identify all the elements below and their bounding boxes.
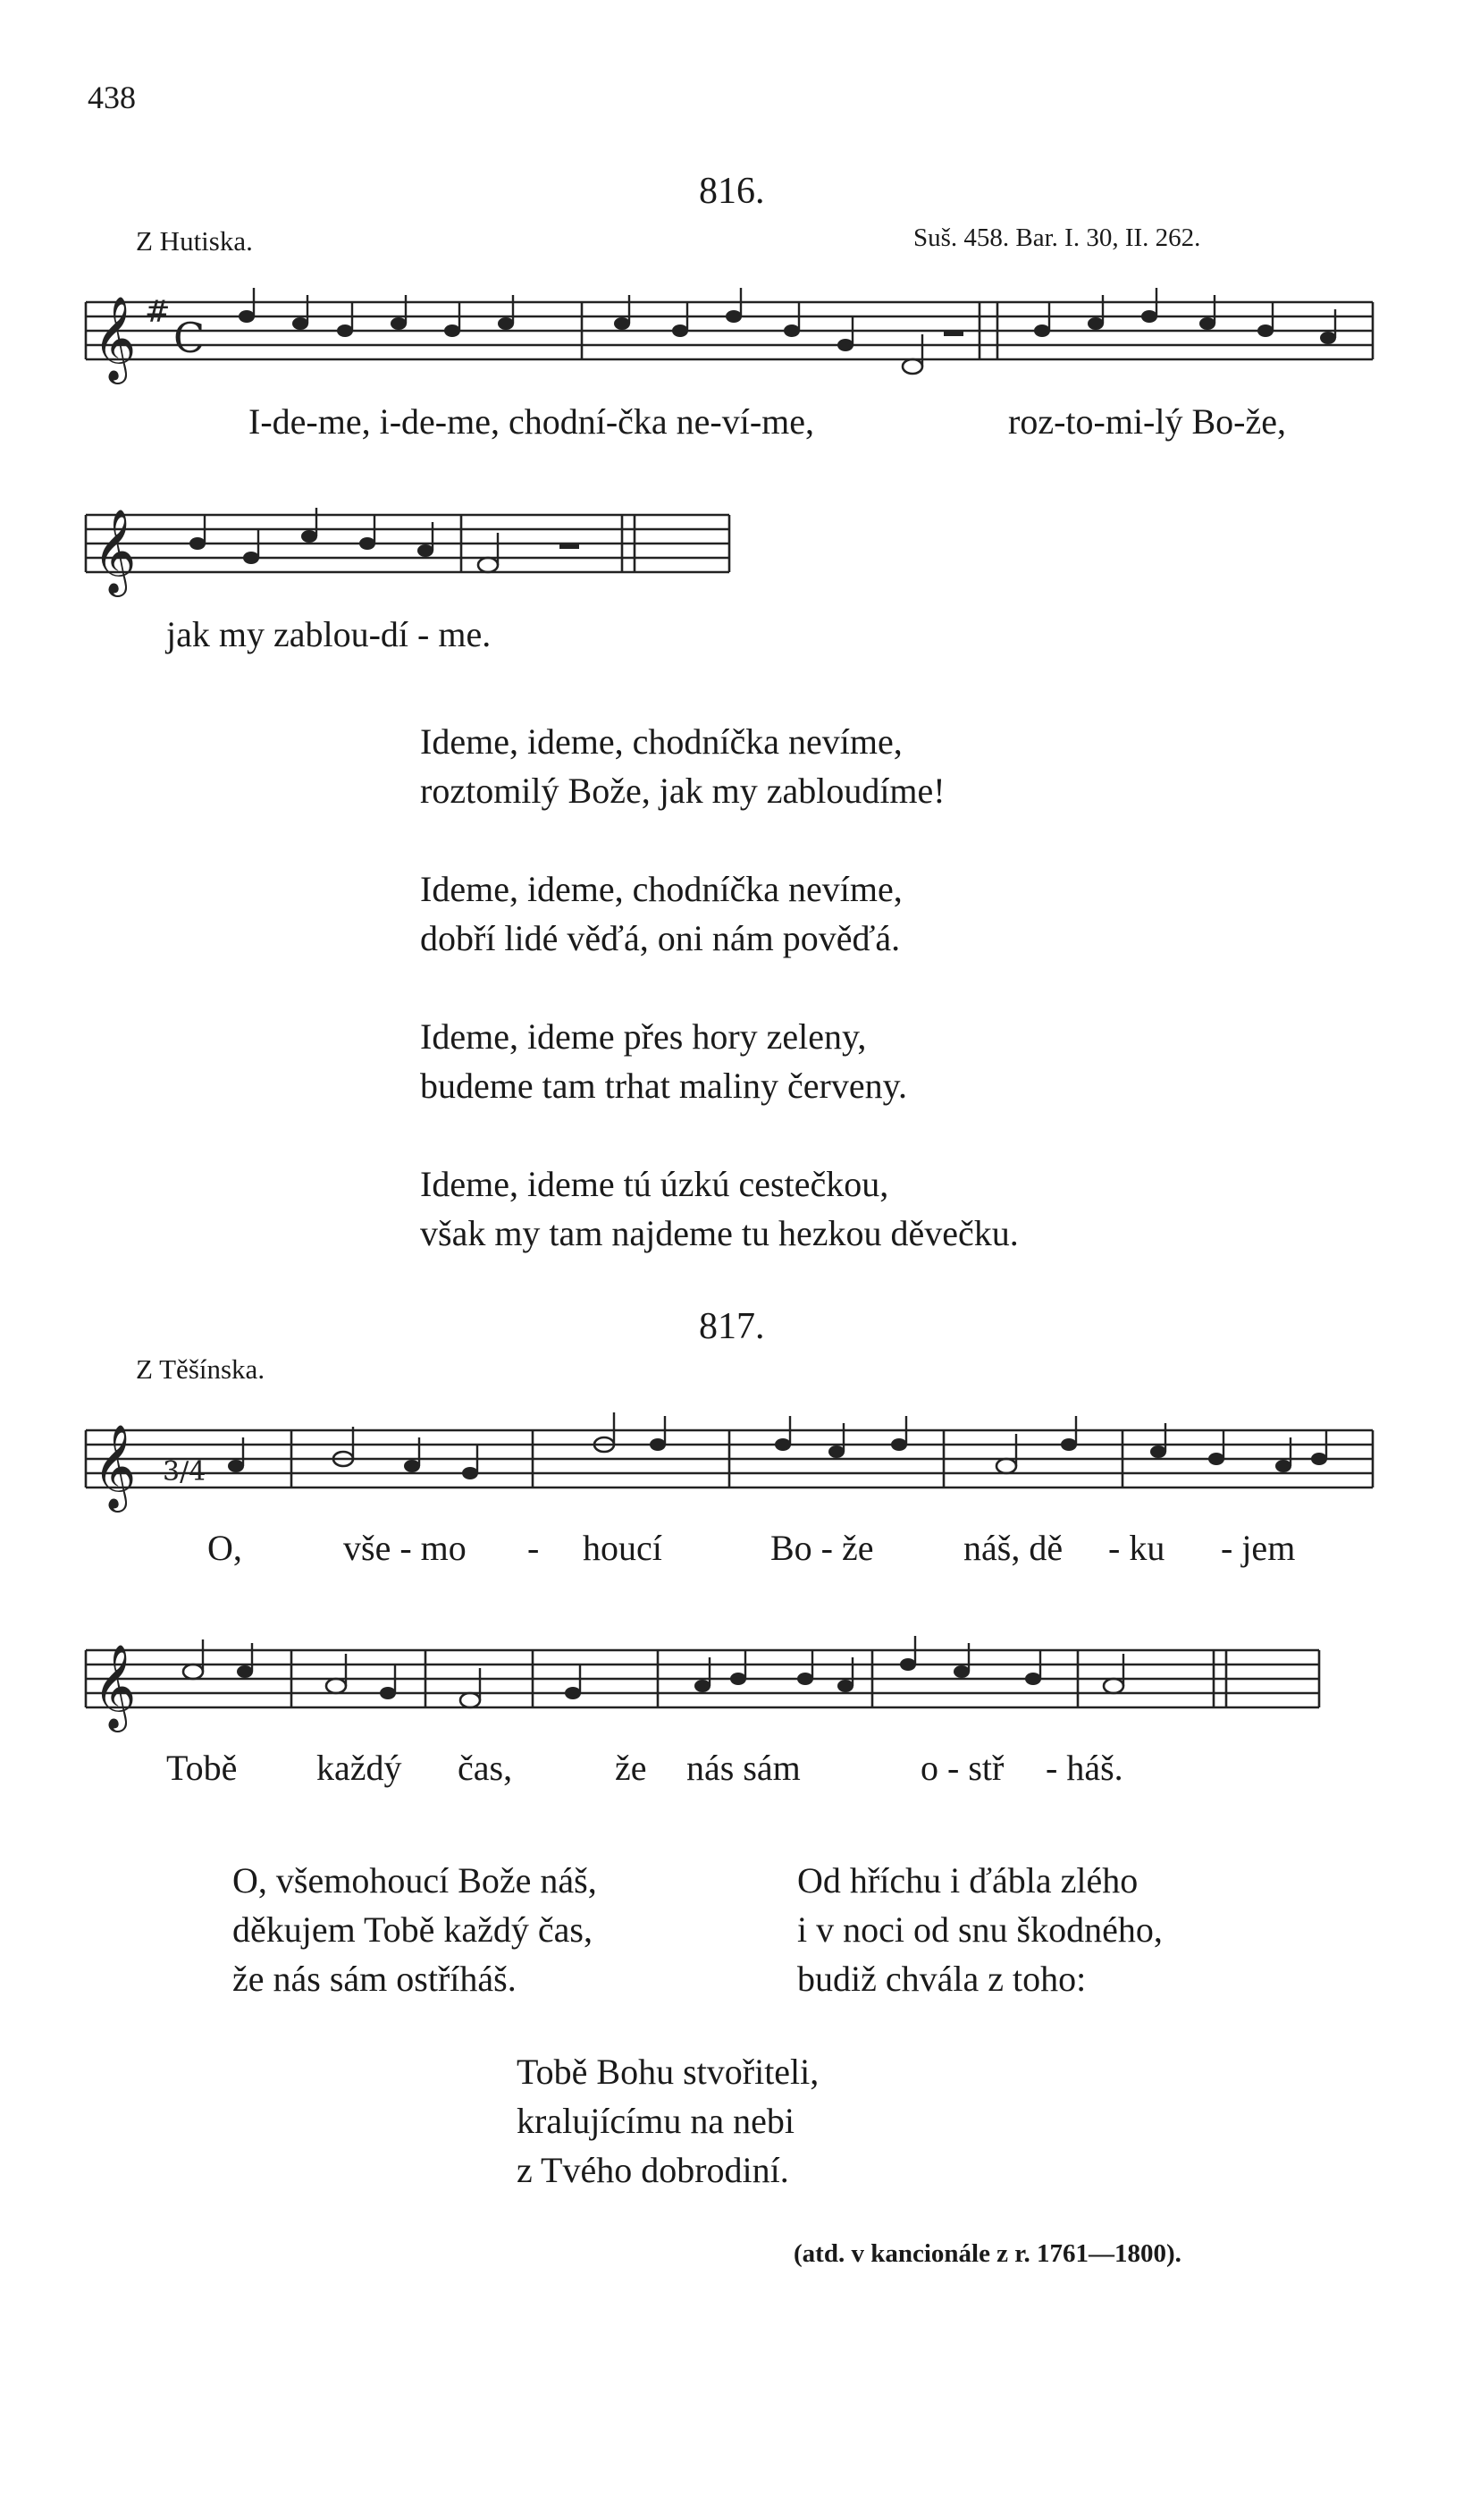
staff-lines [86, 302, 1373, 359]
verse-line: Tobě Bohu stvořiteli, [517, 2052, 820, 2092]
music-staff-816-line1 [86, 284, 1391, 392]
verse-line: děkujem Tobě každý čas, [232, 1909, 593, 1950]
lyric-word: - [527, 1528, 540, 1568]
lyric-word: že [615, 1748, 647, 1788]
song-source-817: Z Těšínska. [136, 1353, 265, 1385]
lyric-word: - háš. [1046, 1748, 1123, 1788]
verse-line: dobří lidé věďá, oni nám pověďá. [420, 918, 901, 958]
lyric-word: vše - mo [343, 1528, 467, 1568]
half-rest-icon [559, 544, 579, 549]
music-staff-816-line2 [86, 497, 747, 604]
lyric-word: houcí [583, 1528, 662, 1568]
verse-line: Ideme, ideme, chodníčka nevíme, [420, 721, 903, 762]
lyric-word: o - stř [921, 1748, 1005, 1788]
verse-line: budeme tam trhat maliny červeny. [420, 1066, 907, 1106]
lyric-word: O, [207, 1528, 242, 1568]
staff-lines [86, 515, 729, 572]
page-number: 438 [88, 80, 136, 115]
song-number-817: 817. [699, 1306, 765, 1347]
verse-line: i v noci od snu škodného, [797, 1909, 1163, 1950]
staff-lines [86, 1650, 1319, 1707]
notes [228, 1412, 1327, 1479]
verse-line: však my tam najdeme tu hezkou děvečku. [420, 1213, 1019, 1253]
half-rest-icon [944, 331, 963, 336]
lyrics-816-line1-end: roz-to-mi-lý Bo-že, [1008, 401, 1286, 442]
lyric-word: každý [316, 1748, 402, 1788]
time-signature-3-4: 3/4 [163, 1456, 206, 1488]
verses-817-center [517, 2047, 819, 2195]
treble-clef-icon: 𝄞 [93, 509, 137, 594]
song-source-816: Z Hutiska. [136, 225, 253, 257]
common-time-signature: C [173, 314, 206, 362]
lyric-word: - ku [1108, 1528, 1165, 1568]
music-staff-817-line2 [86, 1632, 1391, 1740]
lyric-word: čas, [458, 1748, 513, 1788]
verse-line: budiž chvála z toho: [797, 1959, 1087, 1999]
verse-line: Ideme, ideme tú úzkú cestečkou, [420, 1164, 889, 1204]
song-number-816: 816. [699, 171, 765, 212]
lyric-word: nás sám [686, 1748, 801, 1788]
verse-line: O, všemohoucí Bože náš, [232, 1860, 597, 1901]
verse-line: roztomilý Bože, jak my zabloudíme! [420, 771, 946, 811]
verses-817-right [797, 1856, 1163, 2003]
verse-line: že nás sám ostříháš. [232, 1959, 517, 1999]
notes [183, 1636, 1123, 1707]
lyric-word: Bo - že [770, 1528, 874, 1568]
verse-line: z Tvého dobrodiní. [517, 2150, 789, 2190]
verse-line: Ideme, ideme, chodníčka nevíme, [420, 869, 903, 909]
lyrics-816-line2: jak my zablou-dí - me. [166, 614, 492, 654]
verses-816 [420, 717, 1019, 1258]
sharp-key-signature-icon: # [145, 294, 171, 330]
lyric-word: náš, dě [963, 1528, 1064, 1568]
music-staff-817-line1 [86, 1412, 1391, 1520]
footnote: (atd. v kancionále z r. 1761—1800). [794, 2239, 1181, 2268]
lyric-word: - jem [1221, 1528, 1296, 1568]
lyric-word: Tobě [166, 1748, 238, 1788]
lyrics-816-line1: I-de-me, i-de-me, chodní-čka ne-ví-me, [248, 401, 815, 442]
verse-line: Od hříchu i ďábla zlého [797, 1860, 1139, 1901]
treble-clef-icon: 𝄞 [93, 1644, 137, 1729]
verses-817-left [232, 1856, 597, 2003]
song-reference-816: Suš. 458. Bar. I. 30, II. 262. [913, 223, 1201, 252]
verse-line: kralujícímu na nebi [517, 2101, 795, 2141]
verse-line: Ideme, ideme přes hory zeleny, [420, 1016, 867, 1057]
treble-clef-icon: 𝄞 [93, 296, 137, 381]
treble-clef-icon: 𝄞 [93, 1424, 137, 1509]
notes [189, 508, 498, 572]
